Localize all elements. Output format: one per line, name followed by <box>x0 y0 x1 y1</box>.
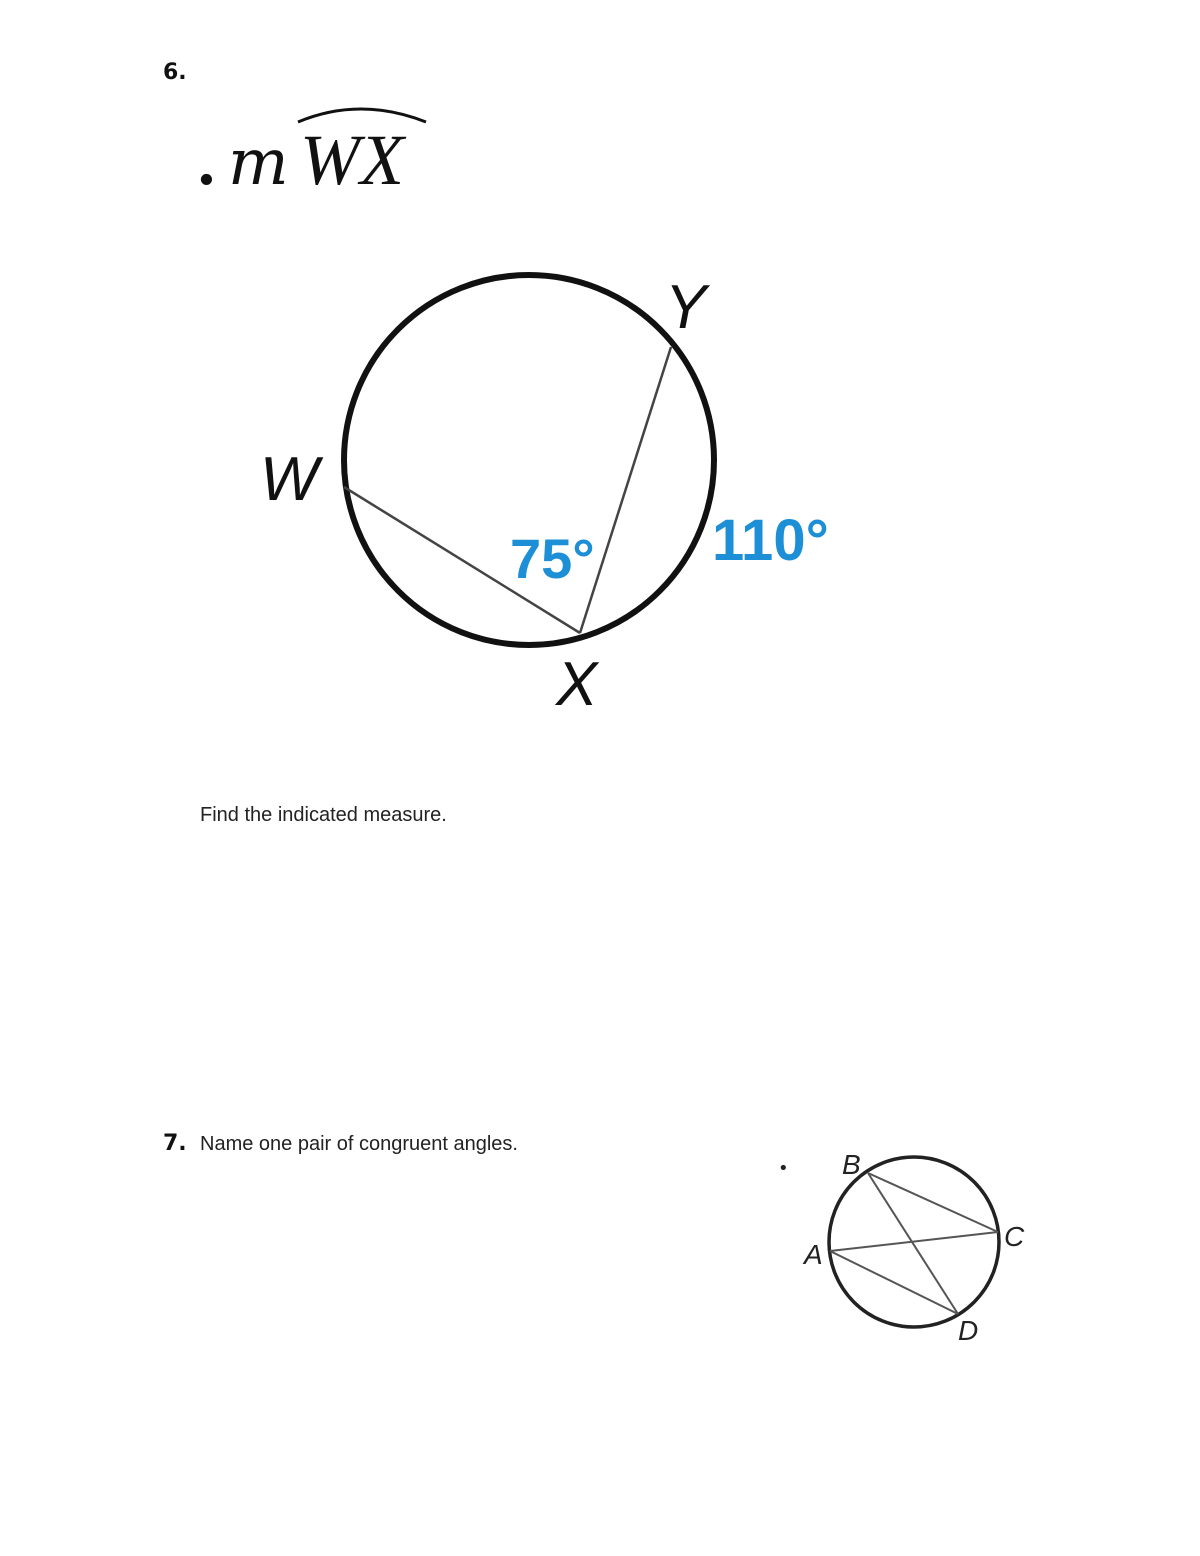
circle-figure-abcd <box>770 1140 1030 1360</box>
label-b: B <box>842 1149 861 1180</box>
prompt-m: m <box>228 126 289 200</box>
label-a: A <box>804 1239 823 1270</box>
question-6-number: 6. <box>163 60 187 85</box>
prompt-lead-dot: . <box>196 129 217 199</box>
question-7-number: 7. <box>163 1131 187 1156</box>
label-y: Y <box>665 273 707 342</box>
circle-figure-wxy <box>220 250 920 730</box>
label-c: C <box>1004 1221 1025 1252</box>
chord-ac <box>830 1232 998 1251</box>
instruction-text: Find the indicated measure. <box>200 804 447 826</box>
arc-label-110: 110° <box>712 508 829 573</box>
question-6-prompt <box>190 92 450 202</box>
label-d: D <box>958 1315 979 1346</box>
label-x: X <box>556 650 598 719</box>
prompt-arc-letters: WX <box>300 120 404 200</box>
angle-label-75: 75° <box>510 527 595 590</box>
label-w: W <box>260 445 319 514</box>
bullet-mark: • <box>778 1158 789 1179</box>
question-7-prompt: Name one pair of congruent angles. <box>200 1133 518 1155</box>
